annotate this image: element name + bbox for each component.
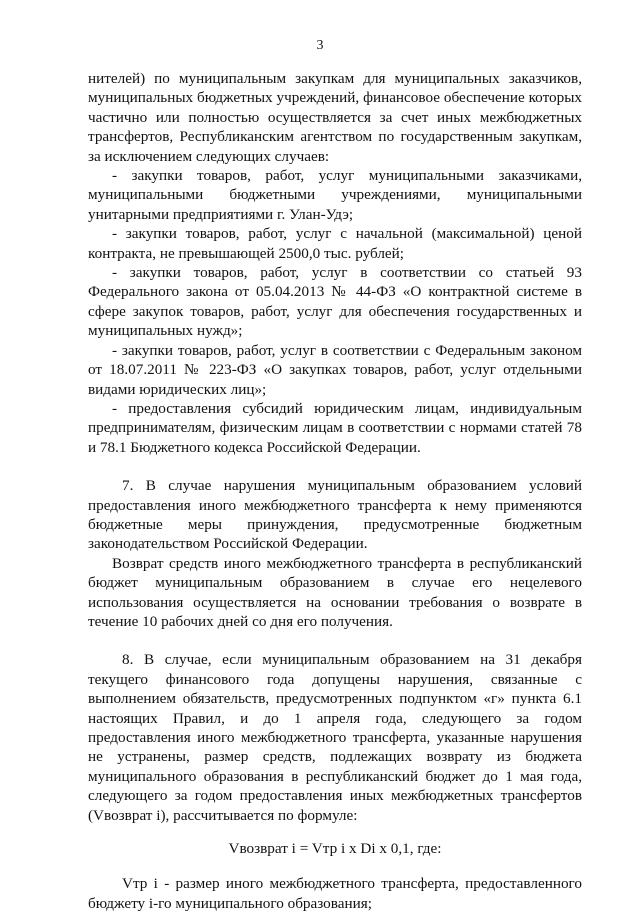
clause-7-return: Возврат средств иного межбюджетного трансферта в республиканский бюджет муниципальным образованием в случае его нецелевого использования осуществляется на основании требования о возврате в течение 10 рабочих дней со дня его получения.: [88, 554, 582, 630]
list-item-subsidies: - предоставления субсидий юридическим лицам, индивидуальным предпринимателям, физическим лицам в соответствии с нормами статей 78 и 78.1 Бюджетного кодекса Российской Федерации.: [88, 399, 582, 456]
document-body: [88, 69, 582, 913]
list-item-44-fz: - закупки товаров, работ, услуг в соответствии со статьей 93 Федерального закона от 05.04.2013 № 44-ФЗ «О контрактной системе в сфере закупок товаров, работ, услуг для обеспечения государственных и муниципальных нужд»;: [88, 264, 582, 340]
list-item-municipal-customers: - закупки товаров, работ, услуг муниципальными заказчиками, муниципальными бюджетными учреждениями, муниципальными унитарными предприятиями г. Улан-Удэ;: [88, 167, 582, 223]
formula-definition-vtr: Vтр i - размер иного межбюджетного трансферта, предоставленного бюджету i-го муниципального образования;: [88, 875, 582, 912]
clause-8: 8. В случае, если муниципальным образованием на 31 декабря текущего финансового года допущены нарушения, связанные с выполнением обязательств, предусмотренных подпунктом «г» пункта 6.1 настоящих Правил, и до 1 апреля года, следующего за годом предоставления иного межбюджетного трансферта, указанные нарушения не устранены, размер средств, подлежащих возврату из бюджета муниципального образования в республиканский бюджет до 1 мая года, следующего за годом предоставления иных межбюджетных трансфертов (Vвозврат i), рассчитывается по формуле:: [88, 651, 582, 824]
list-item-223-fz: - закупки товаров, работ, услуг в соответствии с Федеральным законом от 18.07.2011 № 223-ФЗ «О закупках товаров, работ, услуг отдельными видами юридических лиц»;: [88, 341, 582, 398]
paragraph-continuation: нителей) по муниципальным закупкам для муниципальных заказчиков, муниципальных бюджетных учреждений, финансовое обеспечение которых частично или полностью осуществляется за счет иных межбюджетных трансфертов, Республиканским агентством по государственным закупкам, за исключением следующих случаев:: [88, 70, 582, 165]
clause-7: 7. В случае нарушения муниципальным образованием условий предоставления иного межбюджетного трансферта к нему применяются бюджетные меры принуждения, предусмотренные бюджетным законодательством Российской Федерации.: [88, 477, 582, 553]
page-number: 3: [316, 38, 324, 53]
list-item-max-price: - закупки товаров, работ, услуг с начальной (максимальной) ценой контракта, не превышающей 2500,0 тыс. рублей;: [88, 225, 582, 262]
formula: Vвозврат i = Vтр i x Di x 0,1, где:: [228, 840, 442, 858]
